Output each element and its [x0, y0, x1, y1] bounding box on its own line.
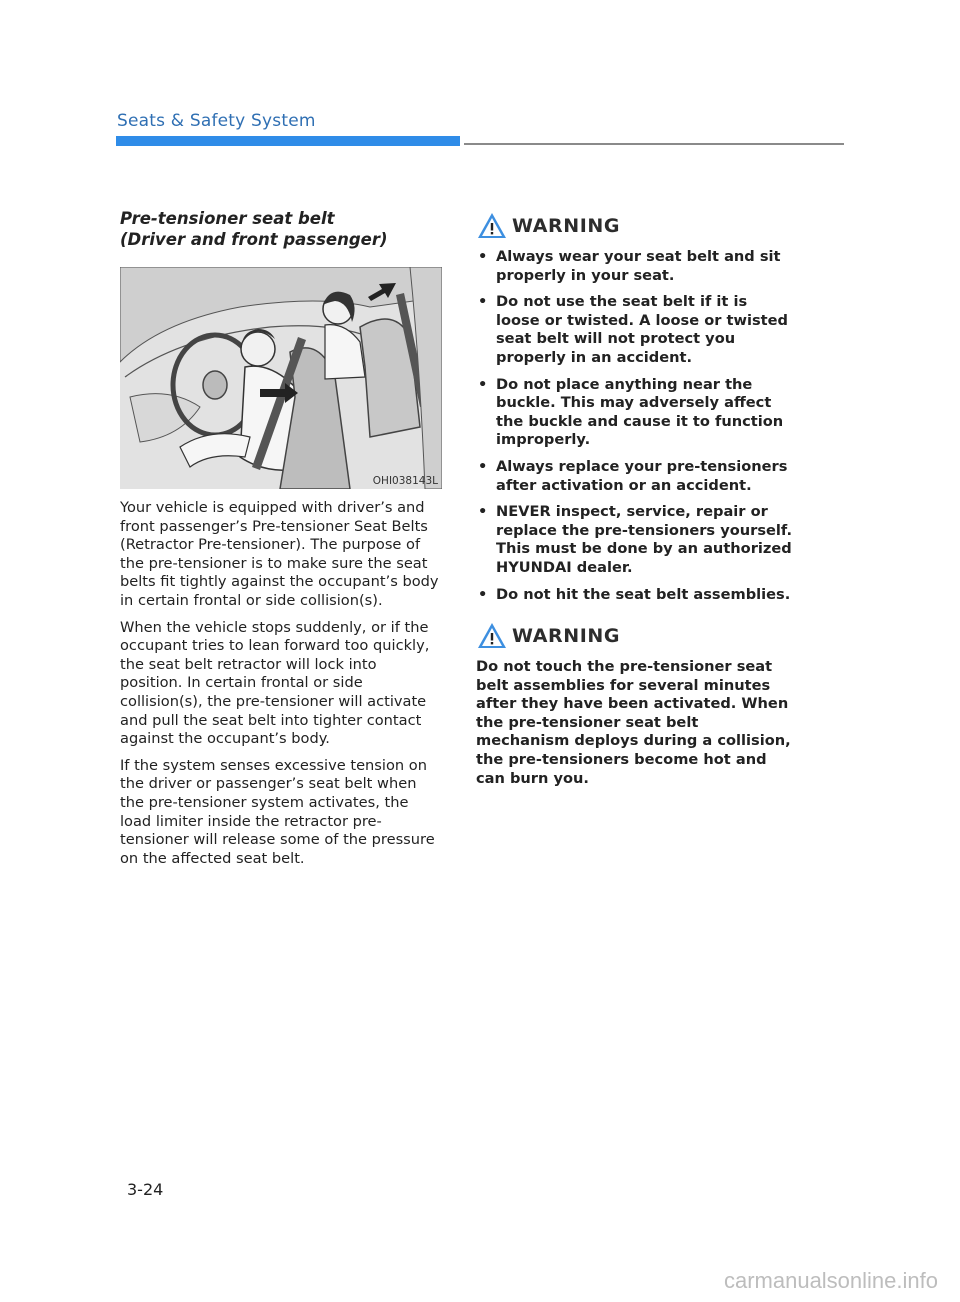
list-item-text: NEVER inspect, service, repair or replace the pre-tensioners yourself. This must be done by an authorized HYUNDAI dealer. [496, 503, 793, 576]
list-item-text: Do not place anything near the buckle. This may adversely affect the buckle and cause it to function improperly. [496, 375, 784, 449]
header-rule-accent [116, 136, 460, 146]
list-item: • Do not place anything near the buckle. This may adversely affect the buckle and cause it to function improperly. [478, 375, 784, 449]
warning-title: WARNING [512, 625, 621, 648]
car-interior-drawing [120, 267, 442, 489]
list-item: • Do not use the seat belt if it is loose or twisted. A loose or twisted seat belt will not protect you properly in an accident. [478, 293, 788, 366]
list-item-text: Do not hit the seat belt assemblies. [496, 585, 791, 603]
watermark[interactable]: carmanualsonline.info [723, 1268, 938, 1293]
warning-title: WARNING [512, 215, 621, 237]
body-paragraph: If the system senses excessive tension on the driver or passenger’s seat belt when the pre-tensioner system activates, the load limiter inside the retractor pre-tensioner will release some of the pressure on the affected seat belt. [120, 756, 435, 867]
warning-triangle-icon [476, 211, 508, 241]
body-paragraph: Your vehicle is equipped with driver’s and front passenger’s Pre-tensioner Seat Belts (Retractor Pre-tensioner). The purpose of the pre-tensioner is to make sure the seat belts fit tightly against the occupant’s body in certain frontal or side collision(s). [120, 499, 439, 609]
section-heading [120, 208, 442, 250]
list-item: • Always wear your seat belt and sit properly in your seat. [478, 248, 781, 284]
warning-list [476, 248, 794, 604]
body-paragraph: When the vehicle stops suddenly, or if the occupant tries to lean forward too quickly, the seat belt retractor will lock into position. In certain frontal or side collision(s), the pre-tensioner will activate and pull the seat belt into tighter contact against the occupant’s body. [120, 618, 430, 748]
heading-line-1: Pre-tensioner seat belt [120, 209, 335, 228]
right-column [476, 208, 794, 788]
figure-code: OHI038143L [372, 475, 438, 487]
heading-line-2: (Driver and front passenger) [120, 230, 388, 249]
left-column [120, 208, 442, 876]
page-number: 3-24 [127, 1180, 164, 1199]
warning-box [476, 208, 794, 604]
warning-header [476, 618, 794, 654]
list-item: • Always replace your pre-tensioners after activation or an accident. [478, 457, 788, 494]
section-title: Seats & Safety System [117, 111, 316, 131]
warning-triangle-icon [476, 621, 508, 651]
list-item-text: Always replace your pre-tensioners after activation or an accident. [496, 457, 788, 494]
warning-text: Do not touch the pre-tensioner seat belt assemblies for several minutes after they have been activated. When the pre-tensioner seat belt mechanism deploys during a collision, the pre-tensioners become hot and can burn you. [476, 658, 791, 787]
list-item-text: Do not use the seat belt if it is loose or twisted. A loose or twisted seat belt will not protect you properly in an accident. [496, 293, 788, 366]
header-rule [464, 143, 844, 145]
pretensioner-illustration [120, 267, 442, 489]
warning-box [476, 618, 794, 788]
list-item-text: Always wear your seat belt and sit properly in your seat. [496, 248, 781, 284]
list-item: • NEVER inspect, service, repair or replace the pre-tensioners yourself. This must be done by an authorized HYUNDAI dealer. [478, 503, 793, 576]
warning-header [476, 208, 794, 244]
list-item: • Do not hit the seat belt assemblies. [478, 585, 791, 603]
